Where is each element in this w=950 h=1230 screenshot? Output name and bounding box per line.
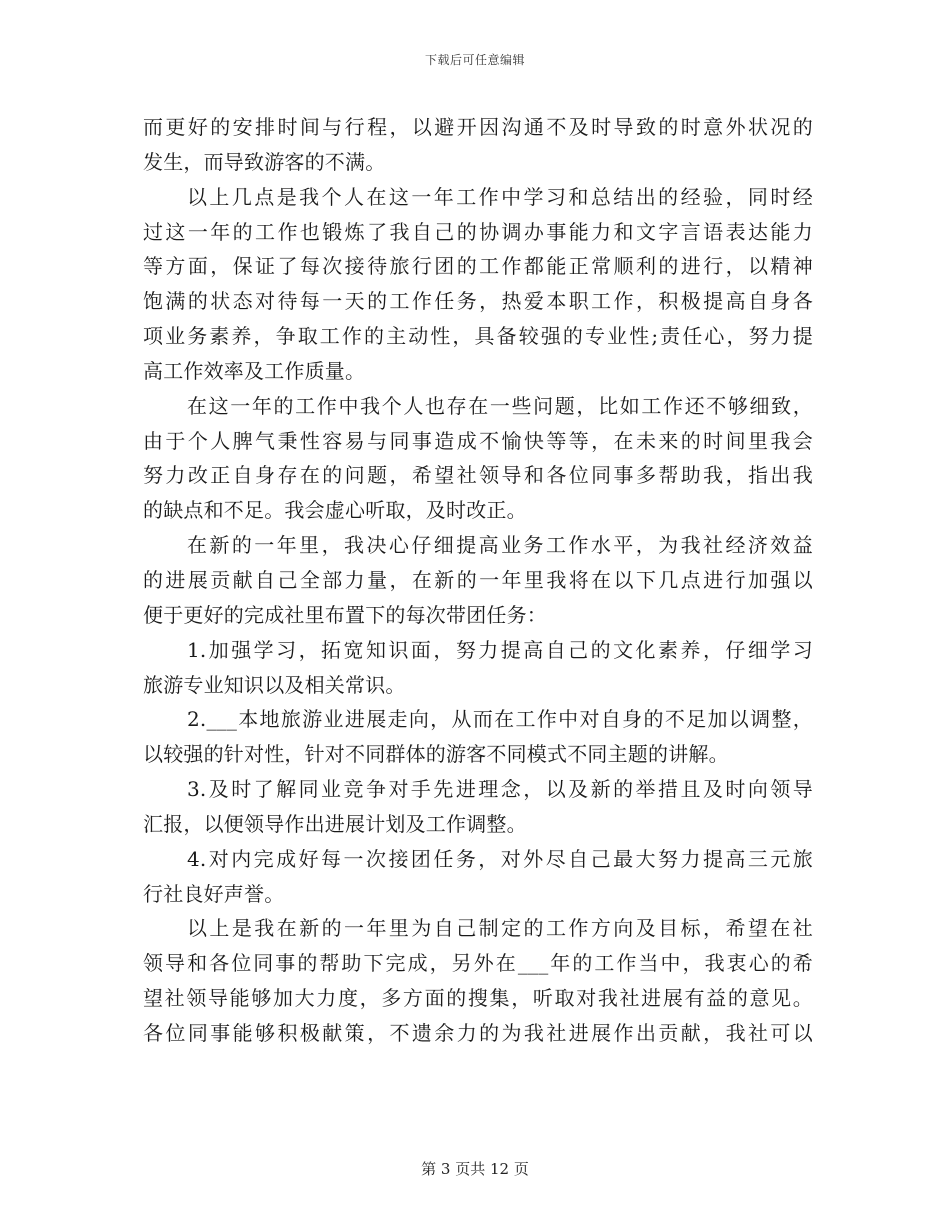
- text-line: 望社领导能够加大力度，多方面的搜集，听取对我社进展有益的意见。: [143, 986, 813, 1011]
- text-line: 3.及时了解同业竞争对手先进理念，以及新的举措且及时向领导: [187, 777, 813, 802]
- text-line: 的缺点和不足。我会虚心听取，及时改正。: [143, 498, 527, 523]
- text-line: 以较强的针对性，针对不同群体的游客不同模式不同主题的讲解。: [143, 742, 729, 767]
- body-text: [143, 110, 813, 1051]
- text-line: 高工作效率及工作质量。: [143, 358, 366, 383]
- text-line: 领导和各位同事的帮助下完成，另外在___年的工作当中，我衷心的希: [143, 951, 813, 976]
- text-line: 等方面，保证了每次接待旅行团的工作都能正常顺利的进行，以精神: [143, 254, 813, 279]
- text-line: 努力改正自身存在的问题，希望社领导和各位同事多帮助我，指出我: [143, 463, 813, 488]
- text-line: 4.对内完成好每一次接团任务，对外尽自己最大努力提高三元旅: [187, 846, 813, 871]
- text-line: 各位同事能够积极献策，不遗余力的为我社进展作出贡献，我社可以: [143, 1020, 813, 1045]
- text-line: 在这一年的工作中我个人也存在一些问题，比如工作还不够细致，: [187, 393, 813, 418]
- text-line: 汇报，以便领导作出进展计划及工作调整。: [143, 811, 527, 836]
- text-line: 发生，而导致游客的不满。: [143, 149, 386, 174]
- text-line: 饱满的状态对待每一天的工作任务，热爱本职工作，积极提高自身各: [143, 289, 813, 314]
- text-line: 过这一年的工作也锻炼了我自己的协调办事能力和文字言语表达能力: [143, 219, 813, 244]
- text-line: 项业务素养，争取工作的主动性，具备较强的专业性;责任心，努力提: [143, 324, 813, 349]
- text-line: 2.___本地旅游业进展走向，从而在工作中对自身的不足加以调整，: [187, 707, 813, 732]
- text-line: 以上是我在新的一年里为自己制定的工作方向及目标，希望在社: [187, 916, 813, 941]
- text-line: 在新的一年里，我决心仔细提高业务工作水平，为我社经济效益: [187, 533, 813, 558]
- text-line: 由于个人脾气秉性容易与同事造成不愉快等等，在未来的时间里我会: [143, 428, 813, 453]
- text-line: 的进展贡献自己全部力量，在新的一年里我将在以下几点进行加强以: [143, 567, 813, 592]
- text-line: 而更好的安排时间与行程，以避开因沟通不及时导致的时意外状况的: [143, 115, 813, 139]
- text-line: 以上几点是我个人在这一年工作中学习和总结出的经验，同时经: [187, 184, 813, 209]
- text-line: 行社良好声誉。: [143, 881, 285, 906]
- page-header: 下载后可任意编辑: [424, 53, 525, 67]
- text-line: 1.加强学习，拓宽知识面，努力提高自己的文化素养，仔细学习: [187, 637, 813, 662]
- text-line: 便于更好的完成社里布置下的每次带团任务：: [143, 602, 547, 627]
- text-line: 旅游专业知识以及相关常识。: [143, 672, 406, 697]
- page-number: 第 3 页共 12 页: [421, 1160, 529, 1178]
